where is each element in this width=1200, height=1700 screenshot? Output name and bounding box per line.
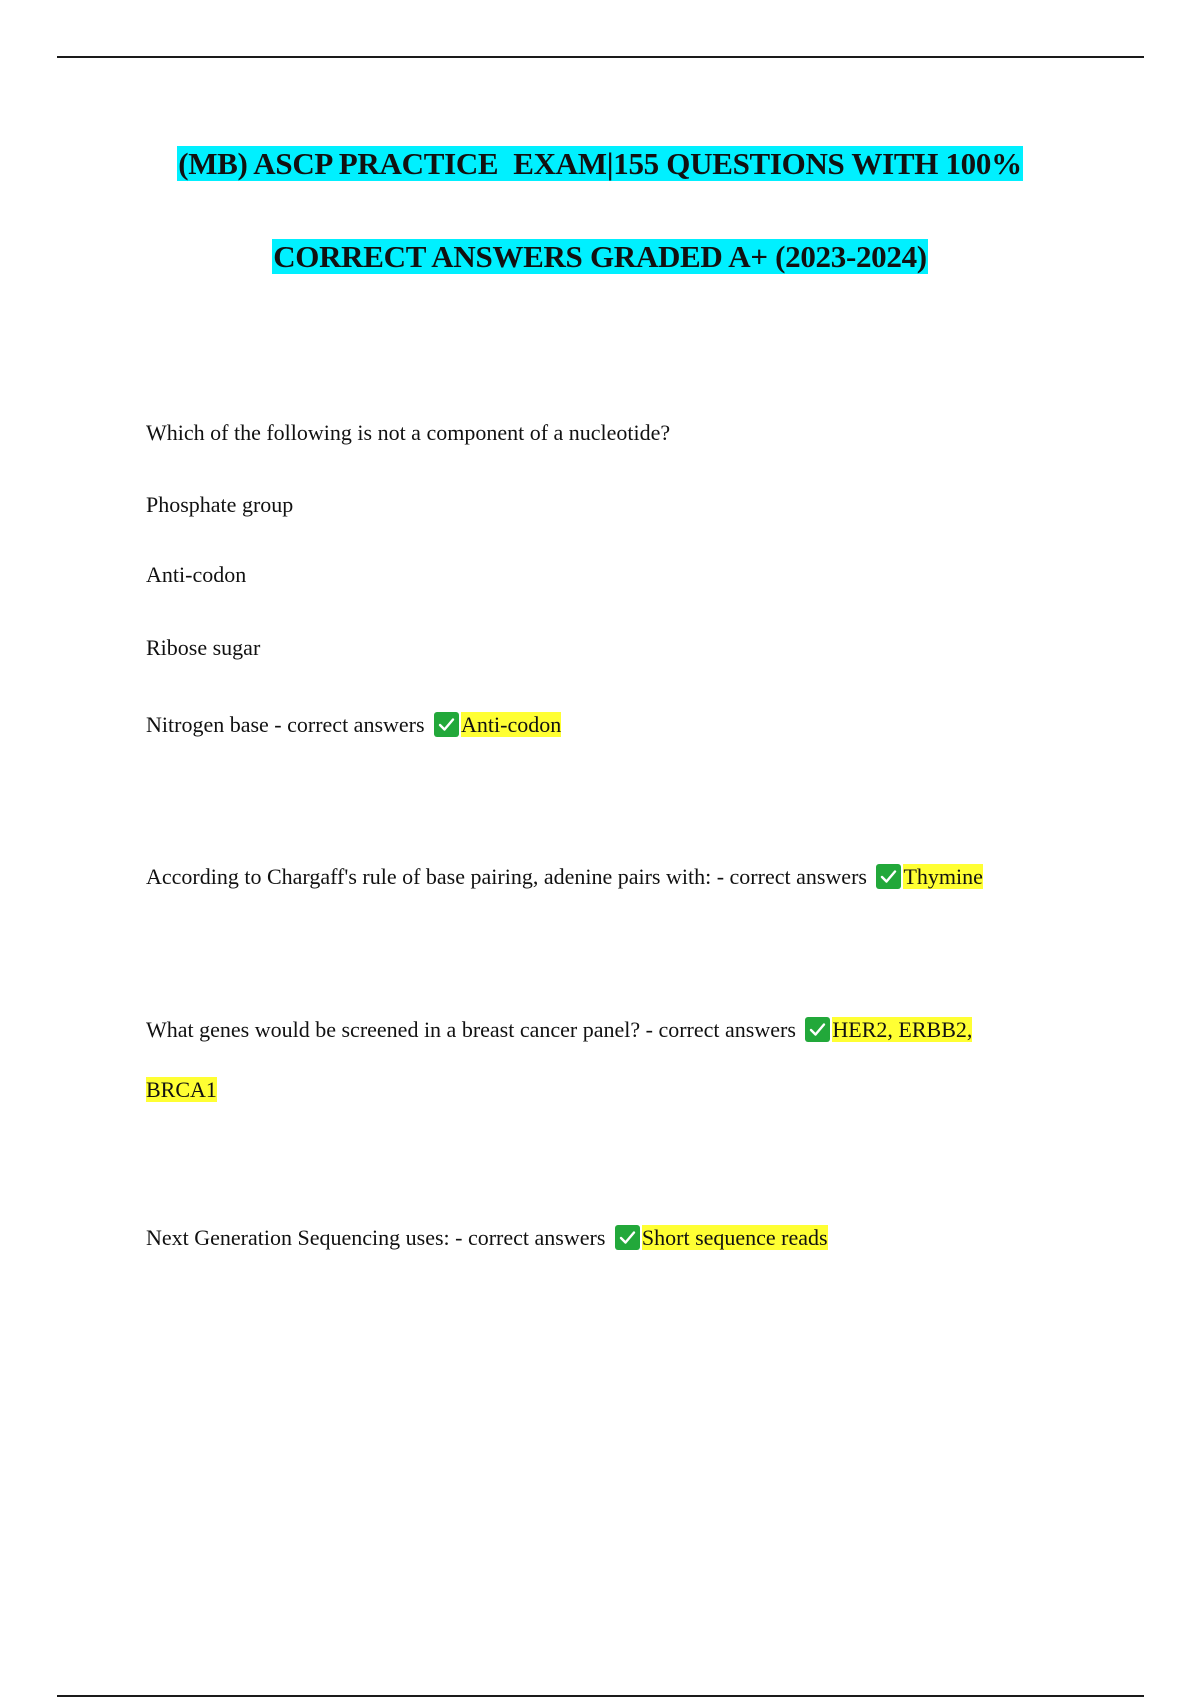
question-1-text: Which of the following is not a component of a nucleotide? [146, 420, 671, 445]
question-2-answer: Thymine [903, 864, 983, 889]
question-3-answer-part-1: HER2, ERBB2, [832, 1017, 973, 1042]
question-3-answer-continued [146, 1076, 217, 1104]
top-rule [57, 56, 1144, 58]
question-1-option-2: Anti-codon [146, 562, 247, 587]
bottom-rule [57, 1695, 1144, 1697]
question-2-line [146, 863, 983, 891]
question-3-text: What genes would be screened in a breast cancer panel? - correct answers [146, 1017, 802, 1042]
document-title-line-1: (MB) ASCP PRACTICE EXAM|155 QUESTIONS WITH 100% [178, 146, 1022, 181]
question-1-answer: Anti-codon [461, 712, 562, 737]
question-3-line [146, 1016, 972, 1044]
check-mark-icon [615, 1225, 640, 1250]
question-1-option-4: Nitrogen base - correct answers [146, 712, 431, 737]
check-mark-icon [434, 712, 459, 737]
question-4-answer: Short sequence reads [641, 1225, 828, 1250]
question-2-text: According to Chargaff's rule of base pairing, adenine pairs with: - correct answers [146, 864, 873, 889]
document-title-line-2: CORRECT ANSWERS GRADED A+ (2023-2024) [273, 239, 927, 274]
question-1-answer-line [146, 711, 561, 739]
check-mark-icon [805, 1017, 830, 1042]
question-1-option-1: Phosphate group [146, 492, 294, 517]
check-mark-icon [876, 864, 901, 889]
question-4-line [146, 1224, 828, 1252]
question-4-text: Next Generation Sequencing uses: - correct answers [146, 1225, 611, 1250]
question-1-option-3: Ribose sugar [146, 635, 261, 660]
question-3-answer-part-2: BRCA1 [146, 1077, 217, 1102]
